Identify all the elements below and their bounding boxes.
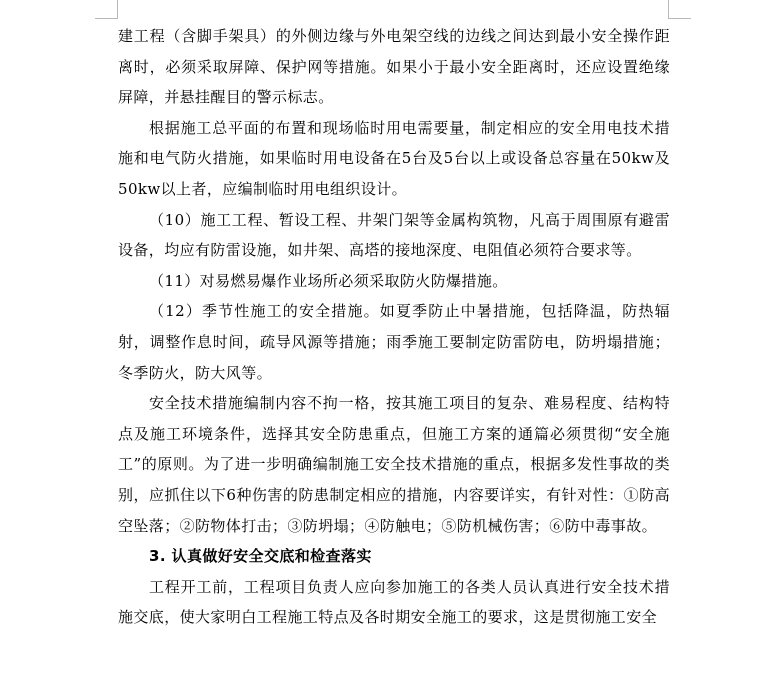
paragraph: 工程开工前，工程项目负责人应向参加施工的各类人员认真进行安全技术措施交底，使大家明白工程施工特点及各时期安全施工的要求，这是贯彻施工安全 <box>118 577 670 627</box>
page-corner-mark-right <box>668 0 691 19</box>
section-heading: 3. 认真做好安全交底和检查落实 <box>149 547 372 566</box>
paragraph: （12）季节性施工的安全措施。如夏季防止中暑措施，包括降温，防热辐射，调整作息时间，疏导风源等措施；雨季施工要制定防雷防电，防坍塌措施；冬季防火，防大风等。 <box>118 302 670 382</box>
page-corner-mark-left <box>95 0 118 19</box>
paragraph: （11）对易燃易爆作业场所必须采取防火防爆措施。 <box>149 271 508 290</box>
paragraph: （10）施工工程、暂设工程、井架门架等金属构筑物，凡高于周围原有避雷设备，均应有防雷设施，如井架、高塔的接地深度、电阻值必须符合要求等。 <box>118 210 670 260</box>
paragraph: 安全技术措施编制内容不拘一格，按其施工项目的复杂、难易程度、结构特点及施工环境条件，选择其安全防患重点，但施工方案的通篇必须贯彻“安全施工”的原则。为了进一步明确编制施工安全技术措施的重点，根据多发性事故的类别，应抓住以下6种伤害的防患制定相应的措施，内容要详实，有针对性：①防高空坠落；②防物体打击；③防坍塌；④防触电；⑤防机械伤害；⑥防中毒事故。 <box>118 394 670 535</box>
document-body <box>118 21 670 633</box>
paragraph: 根据施工总平面的布置和现场临时用电需要量，制定相应的安全用电技术措施和电气防火措施，如果临时用电设备在5台及5台以上或设备总容量在50kw及50kw以上者，应编制临时用电组织设计。 <box>118 118 670 198</box>
paragraph: 建工程（含脚手架具）的外侧边缘与外电架空线的边线之间达到最小安全操作距离时，必须采取屏障、保护网等措施。如果小于最小安全距离时，还应设置绝缘屏障，并悬挂醒目的警示标志。 <box>118 27 670 107</box>
